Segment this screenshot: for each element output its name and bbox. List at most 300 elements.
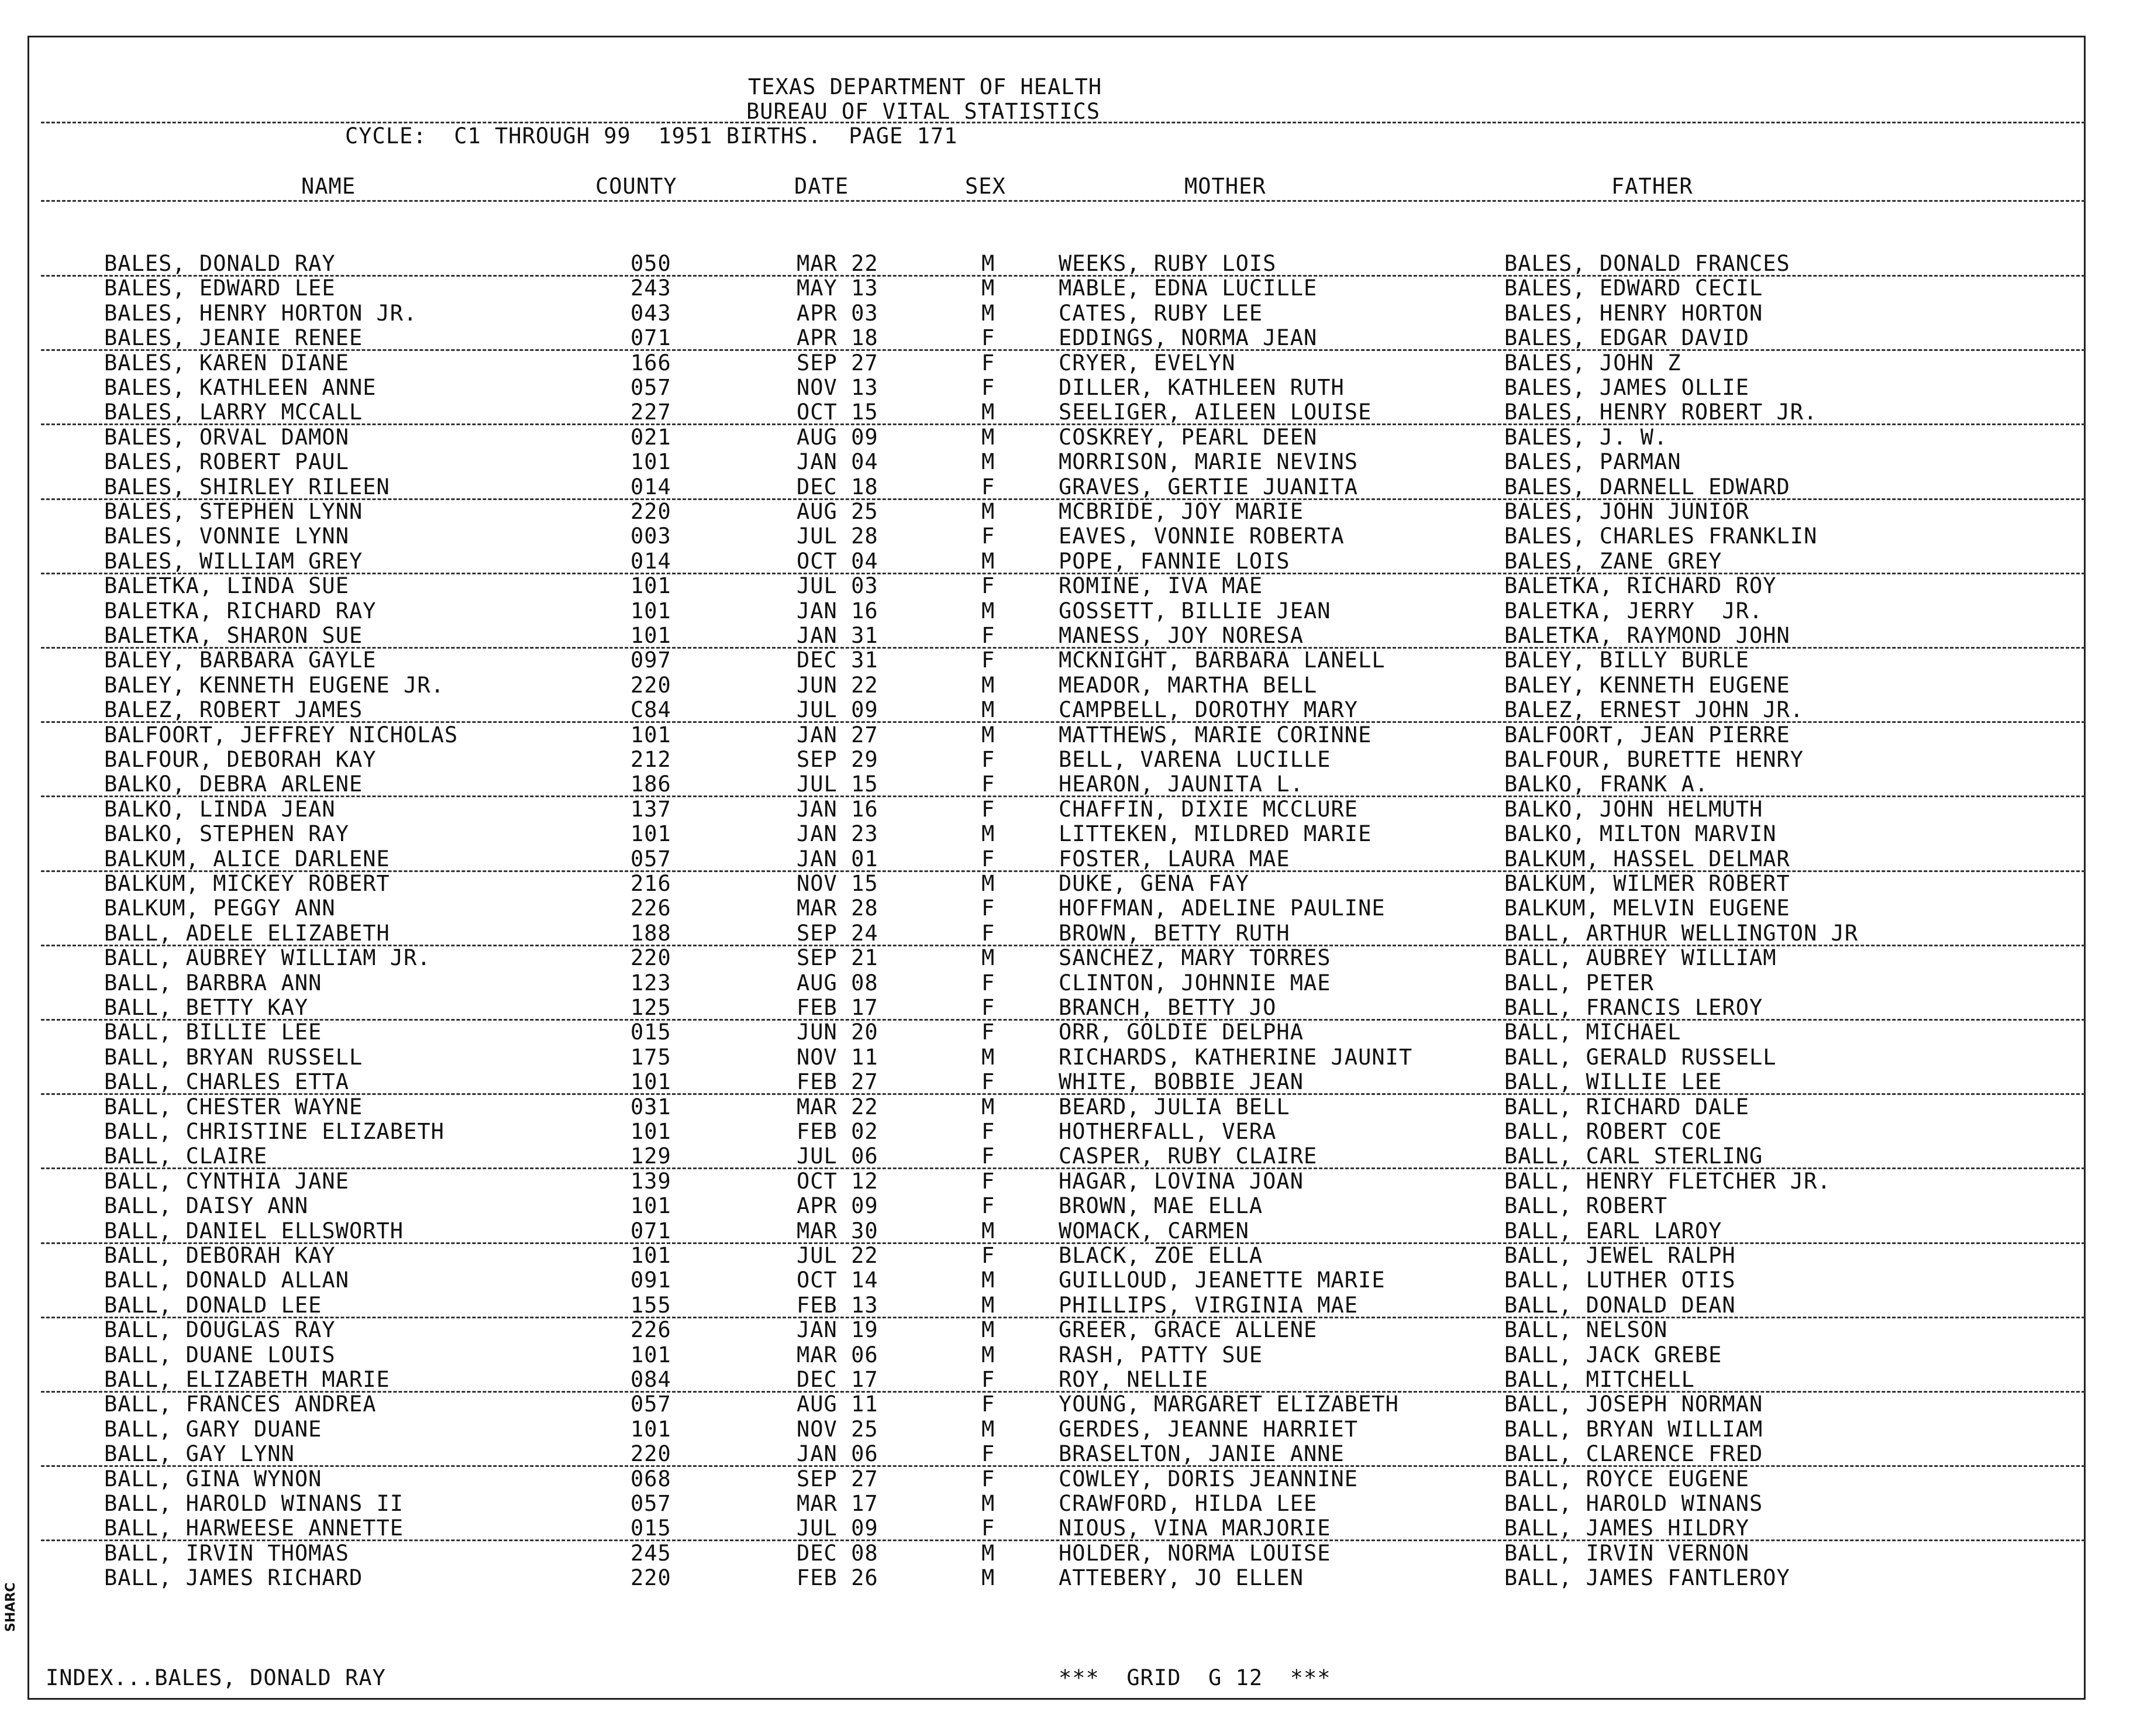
cell-date: JUN 22 — [797, 672, 878, 698]
cell-date: JUL 22 — [797, 1243, 878, 1268]
cell-father: BALL, HENRY FLETCHER JR. — [1504, 1168, 1831, 1194]
cell-county: 243 — [630, 275, 671, 301]
cell-mother: FOSTER, LAURA MAE — [1059, 846, 1290, 872]
cell-father: BALKO, FRANK A. — [1504, 771, 1709, 797]
cell-father: BALL, ARTHUR WELLINGTON JR — [1504, 920, 1859, 946]
cell-mother: HEARON, JAUNITA L. — [1059, 771, 1304, 797]
cell-sex: F — [981, 350, 995, 376]
cell-father: BALL, BRYAN WILLIAM — [1504, 1416, 1763, 1442]
cell-county: 101 — [630, 1193, 671, 1219]
cell-father: BALKO, MILTON MARVIN — [1504, 821, 1777, 847]
cell-father: BALKO, JOHN HELMUTH — [1504, 796, 1763, 822]
cell-father: BALES, ZANE GREY — [1504, 548, 1722, 574]
column-header-father: FATHER — [1611, 174, 1693, 199]
cell-mother: HAGAR, LOVINA JOAN — [1059, 1168, 1304, 1194]
cell-mother: EDDINGS, NORMA JEAN — [1059, 325, 1318, 351]
cell-name: BALL, BARBRA ANN — [104, 970, 322, 996]
cell-date: JAN 04 — [797, 449, 878, 475]
cell-date: APR 03 — [797, 300, 878, 326]
cell-name: BALES, SHIRLEY RILEEN — [104, 474, 390, 500]
cell-sex: F — [981, 771, 995, 797]
cell-father: BALL, CLARENCE FRED — [1504, 1441, 1763, 1467]
cell-mother: MEADOR, MARTHA BELL — [1059, 672, 1318, 698]
cell-sex: F — [981, 647, 995, 673]
cell-date: SEP 27 — [797, 1466, 878, 1492]
cell-date: DEC 18 — [797, 474, 878, 500]
cell-date: OCT 04 — [797, 548, 878, 574]
cell-mother: HOFFMAN, ADELINE PAULINE — [1059, 895, 1386, 921]
cell-mother: COWLEY, DORIS JEANNINE — [1059, 1466, 1359, 1492]
cell-mother: HOLDER, NORMA LOUISE — [1059, 1540, 1331, 1566]
cell-date: JAN 16 — [797, 598, 878, 624]
cell-date: DEC 08 — [797, 1540, 878, 1566]
cell-father: BALL, MICHAEL — [1504, 1019, 1681, 1045]
cell-date: FEB 27 — [797, 1069, 878, 1095]
cell-mother: DUKE, GENA FAY — [1059, 871, 1249, 896]
cell-mother: MCBRIDE, JOY MARIE — [1059, 499, 1304, 524]
cell-sex: M — [981, 548, 995, 574]
cell-sex: F — [981, 623, 995, 648]
cell-sex: M — [981, 697, 995, 723]
cell-name: BALL, CHRISTINE ELIZABETH — [104, 1119, 444, 1144]
cell-sex: M — [981, 1094, 995, 1120]
cell-mother: BRANCH, BETTY JO — [1059, 995, 1277, 1020]
cell-date: DEC 17 — [797, 1367, 878, 1392]
cell-sex: F — [981, 1143, 995, 1169]
cell-county: 123 — [630, 970, 671, 996]
cell-name: BALKO, DEBRA ARLENE — [104, 771, 363, 797]
cell-date: JUL 09 — [797, 1515, 878, 1541]
cell-father: BALES, J. W. — [1504, 424, 1668, 450]
cell-county: 220 — [630, 672, 671, 698]
cell-father: BALL, CARL STERLING — [1504, 1143, 1763, 1169]
cell-date: JAN 27 — [797, 722, 878, 748]
cell-father: BALL, DONALD DEAN — [1504, 1292, 1736, 1318]
cell-mother: BROWN, BETTY RUTH — [1059, 920, 1290, 946]
cell-name: BALKO, STEPHEN RAY — [104, 821, 349, 847]
cell-county: 101 — [630, 722, 671, 748]
cell-mother: ROY, NELLIE — [1059, 1367, 1209, 1392]
cell-father: BALETKA, JERRY JR. — [1504, 598, 1763, 624]
cell-mother: GUILLOUD, JEANETTE MARIE — [1059, 1267, 1386, 1293]
cell-mother: POPE, FANNIE LOIS — [1059, 548, 1290, 574]
cell-sex: F — [981, 573, 995, 599]
cell-county: 071 — [630, 325, 671, 351]
cell-date: NOV 25 — [797, 1416, 878, 1442]
cell-county: C84 — [630, 697, 671, 723]
cell-name: BALL, HAROLD WINANS II — [104, 1491, 404, 1516]
cell-date: MAY 13 — [797, 275, 878, 301]
cell-name: BALL, HARWEESE ANNETTE — [104, 1515, 404, 1541]
cell-name: BALES, HENRY HORTON JR. — [104, 300, 418, 326]
cell-sex: M — [981, 1565, 995, 1591]
cell-mother: CASPER, RUBY CLAIRE — [1059, 1143, 1318, 1169]
cell-sex: F — [981, 747, 995, 772]
cell-mother: MABLE, EDNA LUCILLE — [1059, 275, 1318, 301]
cell-county: 175 — [630, 1044, 671, 1070]
cell-county: 226 — [630, 895, 671, 921]
cell-mother: WHITE, BOBBIE JEAN — [1059, 1069, 1304, 1095]
cell-county: 101 — [630, 1416, 671, 1442]
cell-sex: M — [981, 251, 995, 276]
cell-father: BALKUM, WILMER ROBERT — [1504, 871, 1790, 896]
cell-mother: GRAVES, GERTIE JUANITA — [1059, 474, 1359, 500]
cell-father: BALL, ROBERT COE — [1504, 1119, 1722, 1144]
cell-father: BALEY, KENNETH EUGENE — [1504, 672, 1790, 698]
cell-name: BALETKA, SHARON SUE — [104, 623, 363, 648]
cell-father: BALES, HENRY HORTON — [1504, 300, 1763, 326]
cell-sex: M — [981, 672, 995, 698]
cell-sex: F — [981, 995, 995, 1020]
cell-name: BALKO, LINDA JEAN — [104, 796, 336, 822]
cell-county: 101 — [630, 449, 671, 475]
cell-father: BALES, JOHN JUNIOR — [1504, 499, 1749, 524]
cell-date: AUG 25 — [797, 499, 878, 524]
cell-sex: M — [981, 499, 995, 524]
cell-county: 101 — [630, 1243, 671, 1268]
cycle-line: CYCLE: C1 THROUGH 99 1951 BIRTHS. PAGE 171 — [345, 123, 958, 149]
cell-mother: BLACK, ZOE ELLA — [1059, 1243, 1263, 1268]
cell-date: DEC 31 — [797, 647, 878, 673]
cell-father: BALL, IRVIN VERNON — [1504, 1540, 1749, 1566]
column-header-mother: MOTHER — [1184, 174, 1266, 199]
cell-date: FEB 02 — [797, 1119, 878, 1144]
cell-county: 050 — [630, 251, 671, 276]
cell-county: 227 — [630, 399, 671, 425]
cell-county: 101 — [630, 1342, 671, 1368]
cell-date: NOV 15 — [797, 871, 878, 896]
cell-sex: F — [981, 1243, 995, 1268]
cell-date: JAN 23 — [797, 821, 878, 847]
cell-sex: M — [981, 399, 995, 425]
cell-date: JAN 01 — [797, 846, 878, 872]
cell-father: BALETKA, RICHARD ROY — [1504, 573, 1777, 599]
cell-county: 031 — [630, 1094, 671, 1120]
cell-name: BALL, CYNTHIA JANE — [104, 1168, 349, 1194]
cell-name: BALES, LARRY MCCALL — [104, 399, 363, 425]
header-line-2: BUREAU OF VITAL STATISTICS — [746, 99, 1101, 124]
cell-name: BALL, GARY DUANE — [104, 1416, 322, 1442]
cell-county: 003 — [630, 523, 671, 549]
cell-county: 057 — [630, 1391, 671, 1417]
cell-sex: F — [981, 1168, 995, 1194]
cell-county: 057 — [630, 1491, 671, 1516]
cell-father: BALL, RICHARD DALE — [1504, 1094, 1749, 1120]
cell-mother: ROMINE, IVA MAE — [1059, 573, 1263, 599]
cell-county: 188 — [630, 920, 671, 946]
cell-mother: CAMPBELL, DOROTHY MARY — [1059, 697, 1359, 723]
cell-father: BALL, ROYCE EUGENE — [1504, 1466, 1749, 1492]
cell-mother: HOTHERFALL, VERA — [1059, 1119, 1277, 1144]
cell-name: BALL, ELIZABETH MARIE — [104, 1367, 390, 1392]
cell-county: 071 — [630, 1218, 671, 1244]
cell-sex: M — [981, 1342, 995, 1368]
cell-mother: CRYER, EVELYN — [1059, 350, 1236, 376]
cell-mother: ATTEBERY, JO ELLEN — [1059, 1565, 1304, 1591]
cell-father: BALES, JAMES OLLIE — [1504, 375, 1749, 400]
cell-mother: BEARD, JULIA BELL — [1059, 1094, 1290, 1120]
cell-name: BALL, DUANE LOUIS — [104, 1342, 336, 1368]
cell-name: BALES, STEPHEN LYNN — [104, 499, 363, 524]
cell-father: BALL, LUTHER OTIS — [1504, 1267, 1736, 1293]
cell-sex: F — [981, 1069, 995, 1095]
cell-sex: F — [981, 474, 995, 500]
cell-name: BALL, DANIEL ELLSWORTH — [104, 1218, 404, 1244]
cell-father: BALEY, BILLY BURLE — [1504, 647, 1749, 673]
cell-name: BALES, ORVAL DAMON — [104, 424, 349, 450]
cell-county: 015 — [630, 1515, 671, 1541]
cell-name: BALL, FRANCES ANDREA — [104, 1391, 377, 1417]
cell-mother: GREER, GRACE ALLENE — [1059, 1317, 1318, 1343]
cell-father: BALKUM, MELVIN EUGENE — [1504, 895, 1790, 921]
cell-mother: ORR, GOLDIE DELPHA — [1059, 1019, 1304, 1045]
cell-county: 226 — [630, 1317, 671, 1343]
cell-county: 166 — [630, 350, 671, 376]
cell-sex: F — [981, 846, 995, 872]
cell-date: MAR 22 — [797, 1094, 878, 1120]
cell-date: OCT 14 — [797, 1267, 878, 1293]
cell-name: BALL, ADELE ELIZABETH — [104, 920, 390, 946]
side-label: SHARC — [4, 1582, 18, 1632]
cell-name: BALES, KATHLEEN ANNE — [104, 375, 377, 400]
cell-sex: M — [981, 871, 995, 896]
cell-father: BALL, ROBERT — [1504, 1193, 1668, 1219]
cell-county: 125 — [630, 995, 671, 1020]
cell-mother: NIOUS, VINA MARJORIE — [1059, 1515, 1331, 1541]
cell-father: BALL, AUBREY WILLIAM — [1504, 945, 1777, 971]
cell-sex: M — [981, 1044, 995, 1070]
column-header-name: NAME — [301, 174, 356, 199]
cell-father: BALL, WILLIE LEE — [1504, 1069, 1722, 1095]
cell-sex: F — [981, 970, 995, 996]
cell-sex: M — [981, 1491, 995, 1516]
header-line-1: TEXAS DEPARTMENT OF HEALTH — [748, 74, 1102, 99]
cell-name: BALES, WILLIAM GREY — [104, 548, 363, 574]
cell-date: JUL 09 — [797, 697, 878, 723]
cell-sex: M — [981, 1292, 995, 1318]
grid-footer: *** GRID G 12 *** — [1059, 1665, 1331, 1690]
cell-date: AUG 09 — [797, 424, 878, 450]
cell-mother: WOMACK, CARMEN — [1059, 1218, 1249, 1244]
cell-mother: CRAWFORD, HILDA LEE — [1059, 1491, 1318, 1516]
cell-sex: F — [981, 1466, 995, 1492]
cell-date: SEP 27 — [797, 350, 878, 376]
cell-name: BALETKA, LINDA SUE — [104, 573, 349, 599]
cell-county: 084 — [630, 1367, 671, 1392]
cell-father: BALL, JACK GREBE — [1504, 1342, 1722, 1368]
cell-mother: BROWN, MAE ELLA — [1059, 1193, 1263, 1219]
cell-county: 043 — [630, 300, 671, 326]
cell-date: MAR 30 — [797, 1218, 878, 1244]
cell-county: 015 — [630, 1019, 671, 1045]
cell-name: BALKUM, PEGGY ANN — [104, 895, 336, 921]
cell-sex: M — [981, 424, 995, 450]
cell-date: JUL 15 — [797, 771, 878, 797]
cell-name: BALL, DEBORAH KAY — [104, 1243, 336, 1268]
cell-mother: GERDES, JEANNE HARRIET — [1059, 1416, 1359, 1442]
cell-name: BALKUM, ALICE DARLENE — [104, 846, 390, 872]
cell-sex: F — [981, 1019, 995, 1045]
cell-name: BALES, KAREN DIANE — [104, 350, 349, 376]
cell-mother: RICHARDS, KATHERINE JAUNIT — [1059, 1044, 1413, 1070]
cell-county: 137 — [630, 796, 671, 822]
cell-county: 014 — [630, 548, 671, 574]
cell-county: 129 — [630, 1143, 671, 1169]
cell-date: JAN 31 — [797, 623, 878, 648]
cell-mother: CATES, RUBY LEE — [1059, 300, 1263, 326]
cell-name: BALL, GAY LYNN — [104, 1441, 295, 1467]
cell-mother: MATTHEWS, MARIE CORINNE — [1059, 722, 1372, 748]
cell-county: 186 — [630, 771, 671, 797]
cell-county: 155 — [630, 1292, 671, 1318]
index-footer: INDEX...BALES, DONALD RAY — [46, 1665, 386, 1690]
cell-county: 057 — [630, 375, 671, 400]
column-header-sex: SEX — [965, 174, 1006, 199]
cell-date: FEB 26 — [797, 1565, 878, 1591]
cell-father: BALL, NELSON — [1504, 1317, 1668, 1343]
cell-date: JUL 06 — [797, 1143, 878, 1169]
cell-date: JUN 20 — [797, 1019, 878, 1045]
cell-sex: F — [981, 325, 995, 351]
cell-father: BALL, JEWEL RALPH — [1504, 1243, 1736, 1268]
cell-county: 057 — [630, 846, 671, 872]
cell-sex: M — [981, 945, 995, 971]
cell-name: BALES, EDWARD LEE — [104, 275, 336, 301]
column-header-rule — [41, 200, 2085, 202]
cell-county: 068 — [630, 1466, 671, 1492]
cell-name: BALL, AUBREY WILLIAM JR. — [104, 945, 431, 971]
cell-county: 021 — [630, 424, 671, 450]
cell-date: AUG 11 — [797, 1391, 878, 1417]
cell-name: BALL, BRYAN RUSSELL — [104, 1044, 363, 1070]
cell-name: BALFOORT, JEFFREY NICHOLAS — [104, 722, 459, 748]
cell-father: BALES, DARNELL EDWARD — [1504, 474, 1790, 500]
column-header-county: COUNTY — [595, 174, 677, 199]
cell-county: 101 — [630, 1119, 671, 1144]
cell-name: BALEY, KENNETH EUGENE JR. — [104, 672, 444, 698]
cell-county: 097 — [630, 647, 671, 673]
cell-sex: M — [981, 1540, 995, 1566]
cell-mother: EAVES, VONNIE ROBERTA — [1059, 523, 1345, 549]
cell-mother: MORRISON, MARIE NEVINS — [1059, 449, 1359, 475]
cell-county: 091 — [630, 1267, 671, 1293]
cell-father: BALL, JAMES FANTLEROY — [1504, 1565, 1790, 1591]
cell-date: JUL 03 — [797, 573, 878, 599]
cell-name: BALL, JAMES RICHARD — [104, 1565, 363, 1591]
cell-sex: F — [981, 1391, 995, 1417]
cell-name: BALL, DONALD LEE — [104, 1292, 322, 1318]
cell-mother: DILLER, KATHLEEN RUTH — [1059, 375, 1345, 400]
cell-father: BALFOUR, BURETTE HENRY — [1504, 747, 1804, 772]
cell-sex: M — [981, 449, 995, 475]
cell-sex: F — [981, 1367, 995, 1392]
cell-date: NOV 11 — [797, 1044, 878, 1070]
cell-father: BALFOORT, JEAN PIERRE — [1504, 722, 1790, 748]
cell-father: BALES, HENRY ROBERT JR. — [1504, 399, 1818, 425]
cell-sex: F — [981, 1441, 995, 1467]
cell-name: BALL, DONALD ALLAN — [104, 1267, 349, 1293]
cell-name: BALETKA, RICHARD RAY — [104, 598, 377, 624]
cell-mother: COSKREY, PEARL DEEN — [1059, 424, 1318, 450]
cell-county: 101 — [630, 1069, 671, 1095]
cell-name: BALL, CHARLES ETTA — [104, 1069, 349, 1095]
cell-sex: F — [981, 523, 995, 549]
cell-father: BALL, MITCHELL — [1504, 1367, 1695, 1392]
cell-county: 101 — [630, 821, 671, 847]
cell-sex: M — [981, 1218, 995, 1244]
cell-date: SEP 21 — [797, 945, 878, 971]
cell-county: 212 — [630, 747, 671, 772]
cell-sex: M — [981, 275, 995, 301]
cell-sex: M — [981, 821, 995, 847]
cell-father: BALL, JOSEPH NORMAN — [1504, 1391, 1763, 1417]
cell-father: BALL, HAROLD WINANS — [1504, 1491, 1763, 1516]
cell-name: BALL, DOUGLAS RAY — [104, 1317, 336, 1343]
cell-mother: BELL, VARENA LUCILLE — [1059, 747, 1331, 772]
cell-date: JUL 28 — [797, 523, 878, 549]
cell-county: 220 — [630, 499, 671, 524]
cell-county: 216 — [630, 871, 671, 896]
cell-father: BALL, FRANCIS LEROY — [1504, 995, 1763, 1020]
cell-mother: YOUNG, MARGARET ELIZABETH — [1059, 1391, 1399, 1417]
cell-sex: M — [981, 300, 995, 326]
cell-date: OCT 15 — [797, 399, 878, 425]
cell-date: JAN 19 — [797, 1317, 878, 1343]
cell-father: BALETKA, RAYMOND JOHN — [1504, 623, 1790, 648]
cell-sex: F — [981, 1193, 995, 1219]
cell-sex: F — [981, 920, 995, 946]
cell-county: 139 — [630, 1168, 671, 1194]
cell-name: BALL, BETTY KAY — [104, 995, 309, 1020]
cell-father: BALL, PETER — [1504, 970, 1655, 996]
cell-date: JAN 06 — [797, 1441, 878, 1467]
cell-county: 245 — [630, 1540, 671, 1566]
cell-father: BALES, EDGAR DAVID — [1504, 325, 1749, 351]
cell-name: BALKUM, MICKEY ROBERT — [104, 871, 390, 896]
cell-sex: M — [981, 722, 995, 748]
cell-county: 220 — [630, 945, 671, 971]
cell-county: 101 — [630, 598, 671, 624]
cell-county: 101 — [630, 623, 671, 648]
cell-sex: F — [981, 1119, 995, 1144]
cell-mother: CLINTON, JOHNNIE MAE — [1059, 970, 1331, 996]
cell-mother: RASH, PATTY SUE — [1059, 1342, 1263, 1368]
cell-name: BALES, JEANIE RENEE — [104, 325, 363, 351]
cell-date: APR 18 — [797, 325, 878, 351]
cell-mother: BRASELTON, JANIE ANNE — [1059, 1441, 1345, 1467]
cell-sex: F — [981, 895, 995, 921]
cell-name: BALL, CHESTER WAYNE — [104, 1094, 363, 1120]
cell-name: BALES, ROBERT PAUL — [104, 449, 349, 475]
cell-father: BALL, GERALD RUSSELL — [1504, 1044, 1777, 1070]
cell-mother: MCKNIGHT, BARBARA LANELL — [1059, 647, 1386, 673]
cell-mother: GOSSETT, BILLIE JEAN — [1059, 598, 1331, 624]
cell-date: JAN 16 — [797, 796, 878, 822]
cell-father: BALES, DONALD FRANCES — [1504, 251, 1790, 276]
cell-date: OCT 12 — [797, 1168, 878, 1194]
cell-date: APR 09 — [797, 1193, 878, 1219]
cell-mother: PHILLIPS, VIRGINIA MAE — [1059, 1292, 1359, 1318]
cell-date: AUG 08 — [797, 970, 878, 996]
cell-county: 220 — [630, 1565, 671, 1591]
cell-name: BALL, GINA WYNON — [104, 1466, 322, 1492]
cell-county: 014 — [630, 474, 671, 500]
cell-mother: MANESS, JOY NORESA — [1059, 623, 1304, 648]
cell-sex: M — [981, 598, 995, 624]
cell-mother: SEELIGER, AILEEN LOUISE — [1059, 399, 1372, 425]
cell-date: SEP 29 — [797, 747, 878, 772]
cell-father: BALES, CHARLES FRANKLIN — [1504, 523, 1818, 549]
